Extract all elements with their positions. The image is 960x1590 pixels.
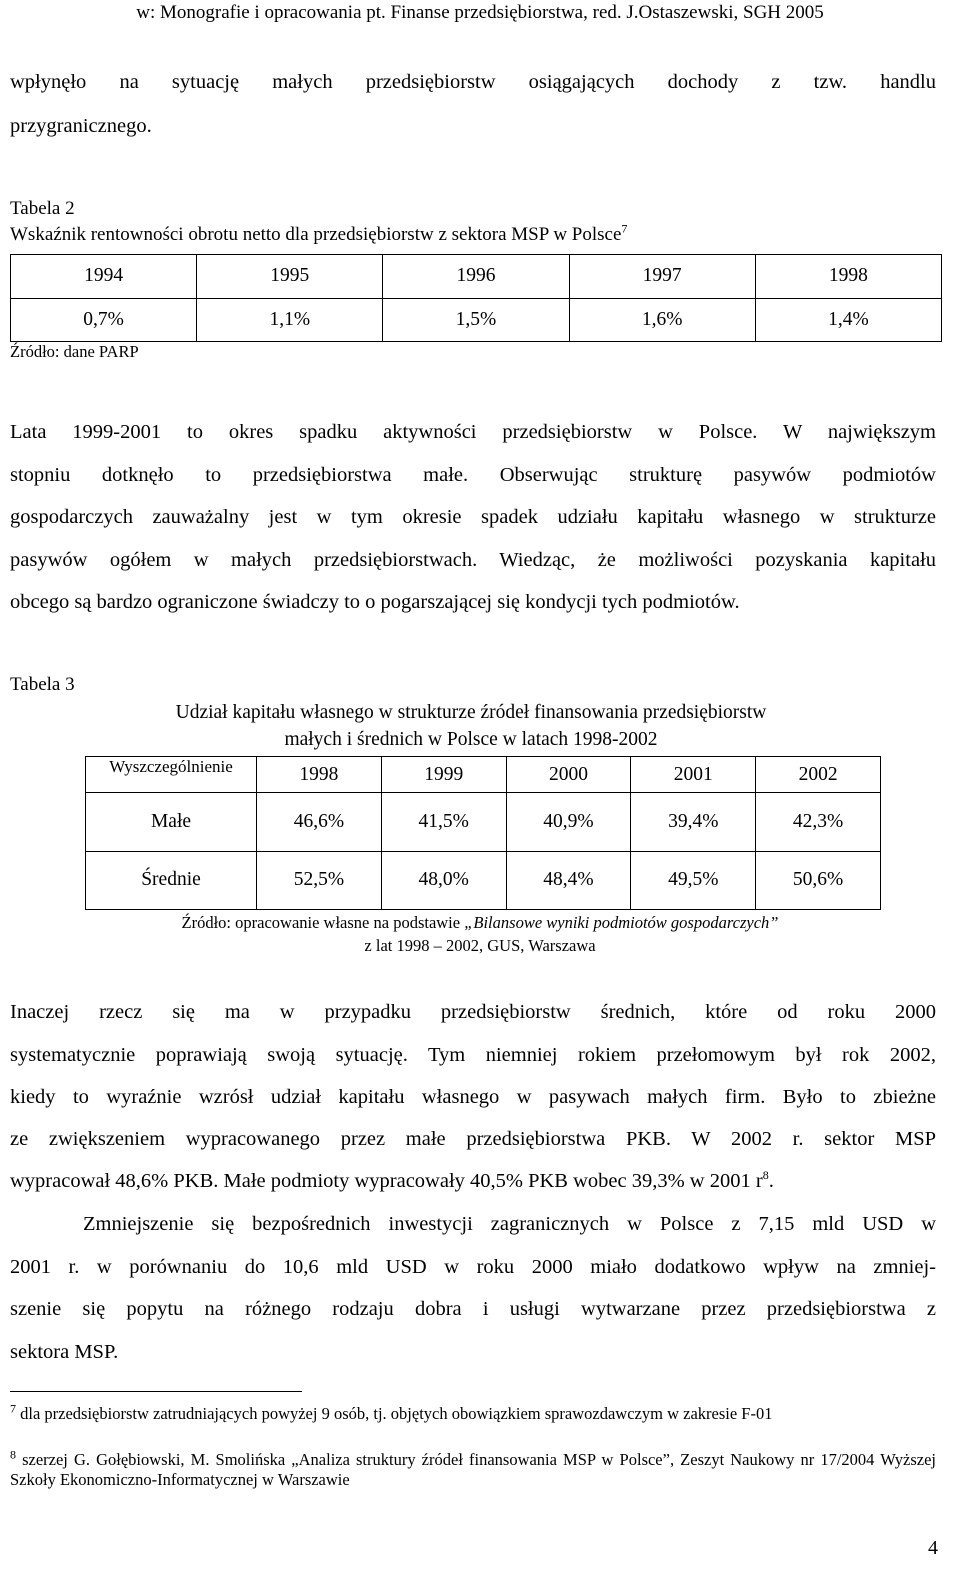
table2 — [10, 254, 942, 342]
table-cell: 1,5% — [383, 298, 569, 342]
table-row — [86, 851, 881, 910]
table2-label: Tabela 2 — [10, 198, 75, 219]
footnote-ref-8: 8 — [762, 1168, 769, 1183]
table-row — [86, 757, 881, 793]
table-header-cell: 2000 — [506, 757, 631, 793]
table3-title-line-2: małych i średnich w Polsce w latach 1998-2002 — [284, 729, 658, 750]
table3-title-line-1: Udział kapitału własnego w strukturze źródeł finansowania przedsiębiorstw — [175, 702, 767, 723]
table3-source-line-2: z lat 1998 – 2002, GUS, Warszawa — [364, 936, 596, 955]
table-cell: 46,6% — [257, 793, 382, 852]
table2-title: Wskaźnik rentowności obrotu netto dla przedsiębiorstw z sektora MSP w Polsce$^7$ — [10, 221, 628, 245]
para4-line-1: Zmniejszenie się bezpośrednich inwestycji zagranicznych w Polsce z 7,15 mld USD w — [83, 1213, 936, 1235]
table-cell: 39,4% — [631, 793, 756, 852]
footnote-ref-7: 7 — [621, 221, 628, 236]
para4-line-2: 2001 r. w porównaniu do 10,6 mld USD w roku 2000 miało dodatkowo wpływ na zmniej- — [10, 1256, 936, 1278]
intro-line-1: wpłynęło na sytuację małych przedsiębiorstw osiągających dochody z tzw. handlu — [10, 71, 936, 93]
table-cell: 41,5% — [381, 793, 506, 852]
table-header-cell: 2001 — [631, 757, 756, 793]
table2-source: Źródło: dane PARP — [10, 342, 139, 361]
table-cell: 48,4% — [506, 851, 631, 910]
table-header-cell: 1998 — [257, 757, 382, 793]
table3-source-line-1: Źródło: opracowanie własne na podstawie „Bilansowe wyniki podmiotów gospodarczych” — [181, 913, 779, 932]
para4-line-4: sektora MSP. — [10, 1341, 119, 1363]
table-cell: 40,9% — [506, 793, 631, 852]
table-cell: Małe — [86, 793, 257, 852]
table-header-cell: Wyszczególnienie — [86, 757, 257, 793]
para3-line-2: systematycznie poprawiają swoją sytuację. Tym niemniej rokiem przełomowym był rok 2002, — [10, 1044, 936, 1066]
intro-line-2: przygranicznego. — [10, 115, 152, 137]
table-cell: 52,5% — [257, 851, 382, 910]
table-cell: 1998 — [755, 255, 941, 299]
footnote-8: $^8$ szerzej G. Gołębiowski, M. Smolińska „Analiza struktury źródeł finansowania MSP w Polsce”, Zeszyt Naukowy nr 17/2004 Wyższej Szkoły Ekonomiczno-Informatycznej w Warszawie — [10, 1447, 936, 1489]
table-row — [11, 255, 942, 299]
para2-line-1: Lata 1999-2001 to okres spadku aktywności przedsiębiorstw w Polsce. W największym — [10, 421, 936, 443]
table-cell: 1,1% — [197, 298, 383, 342]
table-cell: 49,5% — [631, 851, 756, 910]
table-row — [11, 298, 942, 342]
footnote-7: $^7$ dla przedsiębiorstw zatrudniających powyżej 9 osób, tj. objętych obowiązkiem sprawozdawczym w zakresie F-01 — [10, 1401, 773, 1423]
para2-line-2: stopniu dotknęło to przedsiębiorstwa małe. Obserwując strukturę pasywów podmiotów — [10, 464, 936, 486]
para2-line-4: pasywów ogółem w małych przedsiębiorstwach. Wiedząc, że możliwości pozyskania kapitału — [10, 549, 936, 571]
table-cell: Średnie — [86, 851, 257, 910]
para3-line-5: wypracował 48,6% PKB. Małe podmioty wypracowały 40,5% PKB wobec 39,3% w 2001 $r^8$. — [10, 1168, 774, 1192]
table3-label: Tabela 3 — [10, 674, 75, 695]
table-cell: 42,3% — [756, 793, 881, 852]
table-header-cell: 1999 — [381, 757, 506, 793]
footnote-separator — [10, 1391, 302, 1392]
page-number: 4 — [928, 1537, 938, 1559]
para3-line-3: kiedy to wyraźnie wzrósł udział kapitału własnego w pasywach małych firm. Było to zbieżne — [10, 1086, 936, 1108]
table3 — [85, 756, 881, 910]
table-cell: 1,4% — [755, 298, 941, 342]
table-cell: 48,0% — [381, 851, 506, 910]
para2-line-5: obcego są bardzo ograniczone świadczy to o pogarszającej się kondycji tych podmiotów. — [10, 591, 740, 613]
para4-line-3: szenie się popytu na różnego rodzaju dobra i usługi wytwarzane przez przedsiębiorstwa z — [10, 1298, 936, 1320]
table-cell: 0,7% — [11, 298, 197, 342]
table-cell: 50,6% — [756, 851, 881, 910]
table-cell: 1996 — [383, 255, 569, 299]
source-title: „Bilansowe wyniki podmiotów gospodarczych” — [464, 913, 779, 932]
footnote-number: 7 — [10, 1401, 16, 1416]
para3-line-1: Inaczej rzecz się ma w przypadku przedsiębiorstw średnich, które od roku 2000 — [10, 1001, 936, 1023]
table-row — [86, 793, 881, 852]
table-header-cell: 2002 — [756, 757, 881, 793]
table-cell: 1995 — [197, 255, 383, 299]
running-header: w: Monografie i opracowania pt. Finanse przedsiębiorstwa, red. J.Ostaszewski, SGH 2005 — [136, 2, 824, 23]
table-cell: 1997 — [569, 255, 755, 299]
para3-line-4: ze zwiększeniem wypracowanego przez małe przedsiębiorstwa PKB. W 2002 r. sektor MSP — [10, 1128, 936, 1150]
table-cell: 1994 — [11, 255, 197, 299]
footnote-number: 8 — [10, 1447, 16, 1462]
table-cell: 1,6% — [569, 298, 755, 342]
para2-line-3: gospodarczych zauważalny jest w tym okresie spadek udziału kapitału własnego w strukturze — [10, 506, 936, 528]
